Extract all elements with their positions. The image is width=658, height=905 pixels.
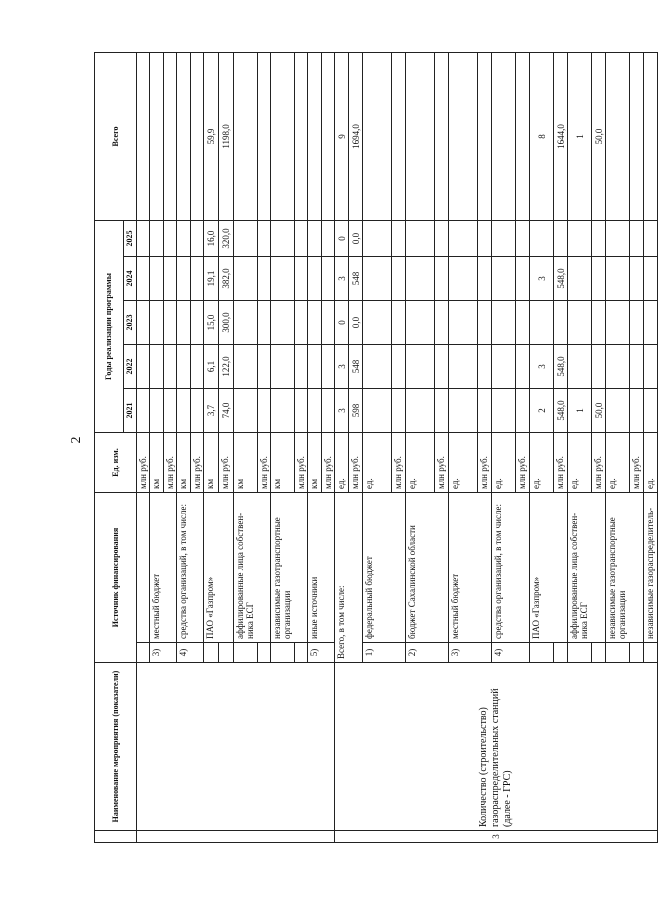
item-name-cell: Количество (строительство) газораспределительных станций (далее - ГРС) [335,663,658,831]
year-value-cell [322,220,335,256]
unit-cell: ед. [363,433,392,493]
year-value-cell [435,345,449,389]
year-value-cell [191,345,204,389]
year-value-cell [449,389,478,433]
page-number: 2 [69,436,84,444]
header-unit: Ед. изм. [95,433,137,493]
unit-cell: ед. [606,433,630,493]
total-value-cell [150,52,164,220]
year-value-cell [137,220,150,256]
year-value-cell [308,257,322,301]
year-value-cell [406,220,435,256]
total-value-cell [644,52,658,220]
year-value-cell [606,389,630,433]
year-value-cell [308,220,322,256]
year-value-cell [449,345,478,389]
year-value-cell [177,389,191,433]
year-value-cell [271,220,295,256]
total-value-cell: 59,9 [204,52,219,220]
sub-number-cell [644,643,658,663]
year-value-cell [363,301,392,345]
sub-number-cell [606,643,630,663]
year-value-cell [234,345,258,389]
year-value-cell [164,257,177,301]
year-value-cell [271,257,295,301]
year-value-cell [363,220,392,256]
unit-cell: млн руб. [191,433,204,493]
year-value-cell: 548,0 [554,345,568,389]
source-cell: средства организаций, в том числе: [492,493,530,643]
header-year: 2021 [124,389,137,433]
unit-cell: км [271,433,295,493]
year-value-cell [449,220,478,256]
header-number [95,831,137,843]
year-value-cell [392,345,406,389]
sub-number-cell: 5) [308,643,335,663]
year-value-cell: 548 [349,257,363,301]
source-cell: местный бюджет [150,493,177,643]
year-value-cell [308,389,322,433]
unit-cell: млн руб. [630,433,644,493]
year-value-cell [630,257,644,301]
year-value-cell: 1 [568,389,592,433]
source-cell: иные источники [308,493,335,643]
source-cell: аффилированные лица собствен-ника ЕСГ [568,493,606,643]
year-value-cell: 3 [530,345,554,389]
total-value-cell [392,52,406,220]
year-value-cell [406,389,435,433]
year-value-cell [392,301,406,345]
year-value-cell [516,257,530,301]
source-cell: Всего, в том числе: [335,493,363,663]
year-value-cell [478,389,492,433]
unit-cell: ед. [530,433,554,493]
year-value-cell: 0 [335,301,349,345]
year-value-cell [530,301,554,345]
unit-cell: млн руб. [392,433,406,493]
total-value-cell [137,52,150,220]
year-value-cell [435,220,449,256]
sub-number-cell [234,643,258,663]
year-value-cell [478,220,492,256]
unit-cell: млн руб. [219,433,234,493]
year-value-cell [322,257,335,301]
total-value-cell [406,52,435,220]
total-value-cell [322,52,335,220]
year-value-cell [644,345,658,389]
total-value-cell: 1198,0 [219,52,234,220]
unit-cell: млн руб. [478,433,492,493]
year-value-cell [150,301,164,345]
year-value-cell [295,345,308,389]
year-value-cell [568,257,592,301]
year-value-cell: 598 [349,389,363,433]
year-value-cell [630,389,644,433]
header-name: Наименование мероприятия (показатели) [95,663,137,831]
header-year: 2024 [124,257,137,301]
unit-cell: км [204,433,219,493]
year-value-cell [295,301,308,345]
total-value-cell [295,52,308,220]
total-value-cell [492,52,516,220]
year-value-cell [234,389,258,433]
item-name-cell [137,663,335,831]
year-value-cell: 2 [530,389,554,433]
year-value-cell [644,257,658,301]
total-value-cell: 9 [335,52,349,220]
sub-number-cell [258,643,271,663]
year-value-cell [150,389,164,433]
total-value-cell [191,52,204,220]
year-value-cell [516,389,530,433]
year-value-cell [392,389,406,433]
unit-cell: км [150,433,164,493]
year-value-cell [406,301,435,345]
header-total: Всего [95,52,137,220]
year-value-cell: 320,0 [219,220,234,256]
sub-number-cell: 1) [363,643,406,663]
total-value-cell [177,52,191,220]
year-value-cell: 16,0 [204,220,219,256]
year-value-cell [592,220,606,256]
year-value-cell [606,345,630,389]
table-row [137,52,150,842]
unit-cell: млн руб. [349,433,363,493]
year-value-cell [644,301,658,345]
year-value-cell [308,345,322,389]
year-value-cell: 382,0 [219,257,234,301]
year-value-cell [392,220,406,256]
year-value-cell [630,220,644,256]
year-value-cell [258,389,271,433]
total-value-cell [363,52,392,220]
sub-number-cell [271,643,295,663]
total-value-cell [435,52,449,220]
unit-cell: ед. [406,433,435,493]
year-value-cell [449,257,478,301]
year-value-cell [150,220,164,256]
unit-cell: млн руб. [554,433,568,493]
source-cell [137,493,150,643]
year-value-cell [492,345,516,389]
year-value-cell [492,301,516,345]
year-value-cell [150,257,164,301]
total-value-cell: 1694,0 [349,52,363,220]
year-value-cell [516,301,530,345]
total-value-cell [271,52,295,220]
total-value-cell: 1 [568,52,592,220]
source-cell: независимые газотранспортные организации [271,493,308,643]
rotated-table-wrapper [94,53,655,843]
unit-cell: млн руб. [258,433,271,493]
source-cell: аффилированные лица собствен-ника ЕСГ [234,493,271,643]
year-value-cell [492,257,516,301]
year-value-cell [191,301,204,345]
unit-cell: ед. [644,433,658,493]
source-cell: ПАО «Газпром» [530,493,568,643]
year-value-cell [258,257,271,301]
year-value-cell [392,257,406,301]
total-value-cell [234,52,258,220]
year-value-cell: 122,0 [219,345,234,389]
total-value-cell [308,52,322,220]
year-value-cell: 6,1 [204,345,219,389]
total-value-cell [258,52,271,220]
total-value-cell [164,52,177,220]
year-value-cell [322,345,335,389]
year-value-cell: 548,0 [554,257,568,301]
year-value-cell [363,389,392,433]
source-cell: независимые газотранспортные организации [606,493,644,643]
unit-cell: ед. [568,433,592,493]
total-value-cell: 8 [530,52,554,220]
year-value-cell: 3 [335,257,349,301]
year-value-cell [258,220,271,256]
year-value-cell: 548,0 [554,389,568,433]
total-value-cell [606,52,630,220]
year-value-cell [322,301,335,345]
sub-number-cell: 2) [406,643,449,663]
year-value-cell [449,301,478,345]
year-value-cell [478,345,492,389]
table-header [95,52,137,842]
financing-table [94,52,658,843]
year-value-cell [592,257,606,301]
year-value-cell [177,257,191,301]
sub-number-cell: 4) [177,643,204,663]
year-value-cell [554,301,568,345]
total-value-cell [516,52,530,220]
year-value-cell [516,345,530,389]
year-value-cell [295,389,308,433]
year-value-cell [137,301,150,345]
sub-number-cell: 3) [449,643,492,663]
year-value-cell [606,301,630,345]
year-value-cell: 50,0 [592,389,606,433]
sub-number-cell [630,643,644,663]
header-year: 2023 [124,301,137,345]
year-value-cell: 15,0 [204,301,219,345]
year-value-cell [191,389,204,433]
item-number-cell: 3 [335,831,658,843]
year-value-cell [137,345,150,389]
year-value-cell: 3 [530,257,554,301]
sub-number-cell [219,643,234,663]
year-value-cell [137,257,150,301]
source-cell: федеральный бюджет [363,493,406,643]
unit-cell: ед. [449,433,478,493]
year-value-cell [322,389,335,433]
unit-cell: млн руб. [592,433,606,493]
year-value-cell [592,301,606,345]
year-value-cell [258,301,271,345]
source-cell: местный бюджет [449,493,492,643]
year-value-cell: 0 [335,220,349,256]
year-value-cell [630,301,644,345]
year-value-cell [271,389,295,433]
header-source: Источник финансирования [95,493,137,663]
year-value-cell [435,301,449,345]
year-value-cell [164,301,177,345]
year-value-cell [234,257,258,301]
year-value-cell: 0,0 [349,220,363,256]
year-value-cell: 3 [335,389,349,433]
year-value-cell [363,345,392,389]
unit-cell: млн руб. [295,433,308,493]
unit-cell: км [308,433,322,493]
year-value-cell [363,257,392,301]
table-body [137,52,658,842]
year-value-cell [530,220,554,256]
table-row [335,52,349,842]
total-value-cell: 50,0 [592,52,606,220]
year-value-cell: 548 [349,345,363,389]
total-value-cell [478,52,492,220]
source-cell: средства организаций, в том числе: [177,493,204,643]
unit-cell: млн руб. [435,433,449,493]
header-years-group: Годы реализации программы [95,220,124,432]
year-value-cell [137,389,150,433]
year-value-cell [191,220,204,256]
year-value-cell [406,345,435,389]
sub-number-cell [592,643,606,663]
total-value-cell [449,52,478,220]
source-cell: независимые газораспределитель- [644,493,658,643]
sub-number-cell [554,643,568,663]
year-value-cell [606,257,630,301]
year-value-cell [568,301,592,345]
sub-number-cell: 3) [150,643,177,663]
year-value-cell [308,301,322,345]
year-value-cell: 300,0 [219,301,234,345]
year-value-cell [150,345,164,389]
unit-cell: млн руб. [516,433,530,493]
year-value-cell [177,220,191,256]
year-value-cell [177,301,191,345]
year-value-cell [164,220,177,256]
year-value-cell [478,257,492,301]
year-value-cell: 0,0 [349,301,363,345]
year-value-cell: 19,1 [204,257,219,301]
year-value-cell [406,257,435,301]
year-value-cell: 74,0 [219,389,234,433]
item-number-cell [137,831,335,843]
unit-cell: млн руб. [137,433,150,493]
year-value-cell [516,220,530,256]
header-year: 2025 [124,220,137,256]
sub-number-cell [530,643,554,663]
year-value-cell [234,301,258,345]
year-value-cell [568,345,592,389]
year-value-cell [478,301,492,345]
sub-number-cell [568,643,592,663]
source-cell: бюджет Сахалинской области [406,493,449,643]
header-year: 2022 [124,345,137,389]
year-value-cell [271,301,295,345]
year-value-cell [234,220,258,256]
year-value-cell [177,345,191,389]
unit-cell: км [177,433,191,493]
year-value-cell [592,345,606,389]
year-value-cell [568,220,592,256]
sub-number-cell [204,643,219,663]
total-value-cell: 1644,0 [554,52,568,220]
year-value-cell [435,257,449,301]
source-cell: ПАО «Газпром» [204,493,234,643]
unit-cell: млн руб. [164,433,177,493]
year-value-cell [164,389,177,433]
year-value-cell [295,257,308,301]
year-value-cell [295,220,308,256]
sub-number-cell [295,643,308,663]
year-value-cell [271,345,295,389]
sub-number-cell: 4) [492,643,530,663]
year-value-cell [164,345,177,389]
year-value-cell [492,220,516,256]
year-value-cell [258,345,271,389]
year-value-cell [606,220,630,256]
year-value-cell [554,220,568,256]
unit-cell: км [234,433,258,493]
year-value-cell [644,389,658,433]
unit-cell: млн руб. [322,433,335,493]
total-value-cell [630,52,644,220]
year-value-cell: 3,7 [204,389,219,433]
year-value-cell [435,389,449,433]
year-value-cell: 3 [335,345,349,389]
year-value-cell [630,345,644,389]
year-value-cell [644,220,658,256]
year-value-cell [191,257,204,301]
sub-number-cell [137,643,150,663]
unit-cell: ед. [335,433,349,493]
year-value-cell [492,389,516,433]
unit-cell: ед. [492,433,516,493]
